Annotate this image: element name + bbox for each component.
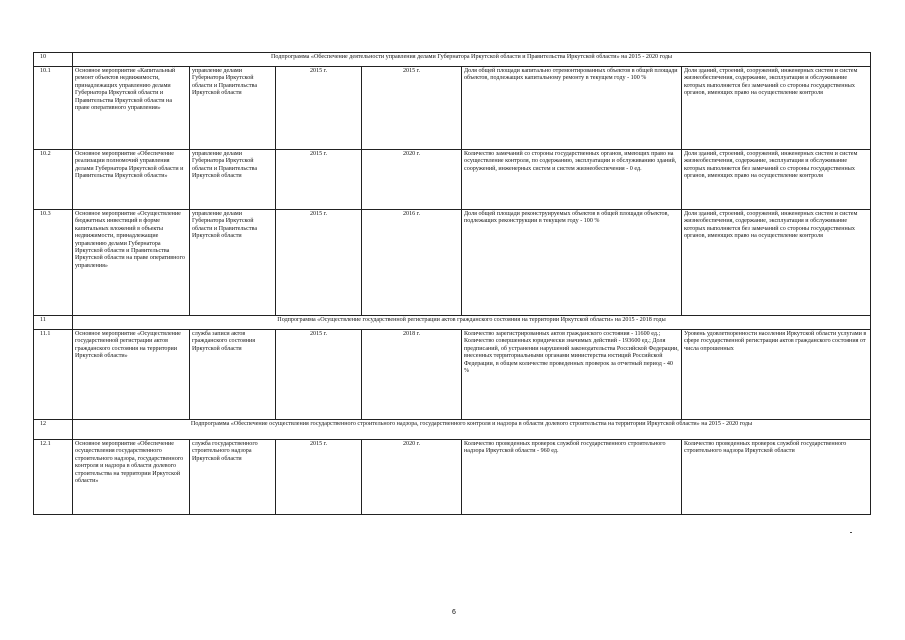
table-row (34, 150, 871, 210)
indicator-cell: Доля общей площади реконструируемых объектов в общей площади объектов, подлежащих реконструкции в текущем году - 100 % (462, 210, 682, 316)
table-row (34, 210, 871, 316)
scan-mark (850, 532, 852, 533)
result-cell: Доля зданий, строений, сооружений, инженерных систем и систем жизнеобеспечения, содержание, эксплуатация и обслуживание которых выполняется без замечаний со стороны государственных органов, имеющих право на осуществление контроля (682, 150, 871, 210)
start-year-cell: 2015 г. (276, 67, 362, 150)
end-year-cell: 2020 г. (362, 440, 462, 515)
indicator-cell: Доля общей площади капитально отремонтированных объектов в общей площади объектов, подлежащих капитальному ремонту в текущем году - 100 % (462, 67, 682, 150)
section-number: 12 (34, 420, 73, 440)
event-cell: Основное мероприятие «Обеспечение осуществления государственного строительного надзора, государственного контроля и надзора в области долевого строительства на территории Иркутской области» (73, 440, 190, 515)
indicator-cell: Количество проведенных проверок службой государственного строительного надзора Иркутской области - 960 ед. (462, 440, 682, 515)
subprogram-row (34, 53, 871, 67)
result-cell: Количество проведенных проверок службой государственного строительного надзора Иркутской области (682, 440, 871, 515)
row-number: 11.1 (34, 330, 73, 420)
event-cell: Основное мероприятие «Капитальный ремонт объектов недвижимости, принадлежащих управлению делами Губернатора Иркутской области и Правительства Иркутской области на праве оперативного управления» (73, 67, 190, 150)
start-year-cell: 2015 г. (276, 330, 362, 420)
end-year-cell: 2020 г. (362, 150, 462, 210)
result-cell: Доля зданий, строений, сооружений, инженерных систем и систем жизнеобеспечения, содержание, эксплуатация и обслуживание которых выполняется без замечаний со стороны государственных органов, имеющих право на осуществление контроля (682, 210, 871, 316)
page-number: 6 (452, 609, 456, 616)
end-year-cell: 2015 г. (362, 67, 462, 150)
subprogram-row (34, 420, 871, 440)
executor-cell: служба записи актов гражданского состояния Иркутской области (190, 330, 276, 420)
table-row (34, 440, 871, 515)
end-year-cell: 2016 г. (362, 210, 462, 316)
section-number: 10 (34, 53, 73, 67)
indicator-cell: Количество замечаний со стороны государственных органов, имеющих право на осуществление контроля, по содержанию, эксплуатации и обслуживанию зданий, сооружений, инженерных систем и систем жизнеобеспечения - 0 ед. (462, 150, 682, 210)
row-number: 12.1 (34, 440, 73, 515)
subprogram-row (34, 316, 871, 330)
indicator-cell: Количество зарегистрированных актов гражданского состояния - 11600 ед.; Количество совершенных юридически значимых действий - 193600 ед.; Доля предписаний, об устранении нарушений законодательства Российской Федерации, внесенных территориальными органами министерства юстиций Российской Федерации, в общем количестве проведенных проверок за отчетный период - 40 % (462, 330, 682, 420)
start-year-cell: 2015 г. (276, 210, 362, 316)
table-row (34, 67, 871, 150)
document-page (33, 52, 870, 515)
event-cell: Основное мероприятие «Осуществление бюджетных инвестиций в форме капитальных вложений в объекты недвижимости, принадлежащие управлению делами Губернатора Иркутской области и Правительства Иркутской области на праве оперативного управления» (73, 210, 190, 316)
executor-cell: управление делами Губернатора Иркутской области и Правительства Иркутской области (190, 67, 276, 150)
result-cell: Уровень удовлетворенности населения Иркутской области услугами в сфере государственной регистрации актов гражданского состояния от числа опрошенных (682, 330, 871, 420)
subprogram-title: Подпрограмма «Обеспечение осуществления государственного строительного надзора, государственного контроля и надзора в области долевого строительства на территории Иркутской области» на 2015 - 2020 годы (73, 420, 871, 440)
event-cell: Основное мероприятие «Обеспечение реализации полномочий управления делами Губернатора Иркутской области и Правительства Иркутской области» (73, 150, 190, 210)
row-number: 10.2 (34, 150, 73, 210)
section-number: 11 (34, 316, 73, 330)
table-row (34, 330, 871, 420)
subprogram-title: Подпрограмма «Обеспечение деятельности управления делами Губернатора Иркутской области и Правительства Иркутской области» на 2015 - 2020 годы (73, 53, 871, 67)
row-number: 10.1 (34, 67, 73, 150)
event-cell: Основное мероприятие «Осуществление государственной регистрации актов гражданского состояния на территории Иркутской области» (73, 330, 190, 420)
executor-cell: служба государственного строительного надзора Иркутской области (190, 440, 276, 515)
end-year-cell: 2018 г. (362, 330, 462, 420)
executor-cell: управление делами Губернатора Иркутской области и Правительства Иркутской области (190, 150, 276, 210)
result-cell: Доля зданий, строений, сооружений, инженерных систем и систем жизнеобеспечения, содержание, эксплуатация и обслуживание которых выполняется без замечаний со стороны государственных органов, имеющих право на осуществление контроля (682, 67, 871, 150)
program-table (33, 52, 871, 515)
executor-cell: управление делами Губернатора Иркутской области и Правительства Иркутской области (190, 210, 276, 316)
subprogram-title: Подпрограмма «Осуществление государственной регистрации актов гражданского состояния на территории Иркутской области» на 2015 - 2018 годы (73, 316, 871, 330)
row-number: 10.3 (34, 210, 73, 316)
start-year-cell: 2015 г. (276, 440, 362, 515)
start-year-cell: 2015 г. (276, 150, 362, 210)
